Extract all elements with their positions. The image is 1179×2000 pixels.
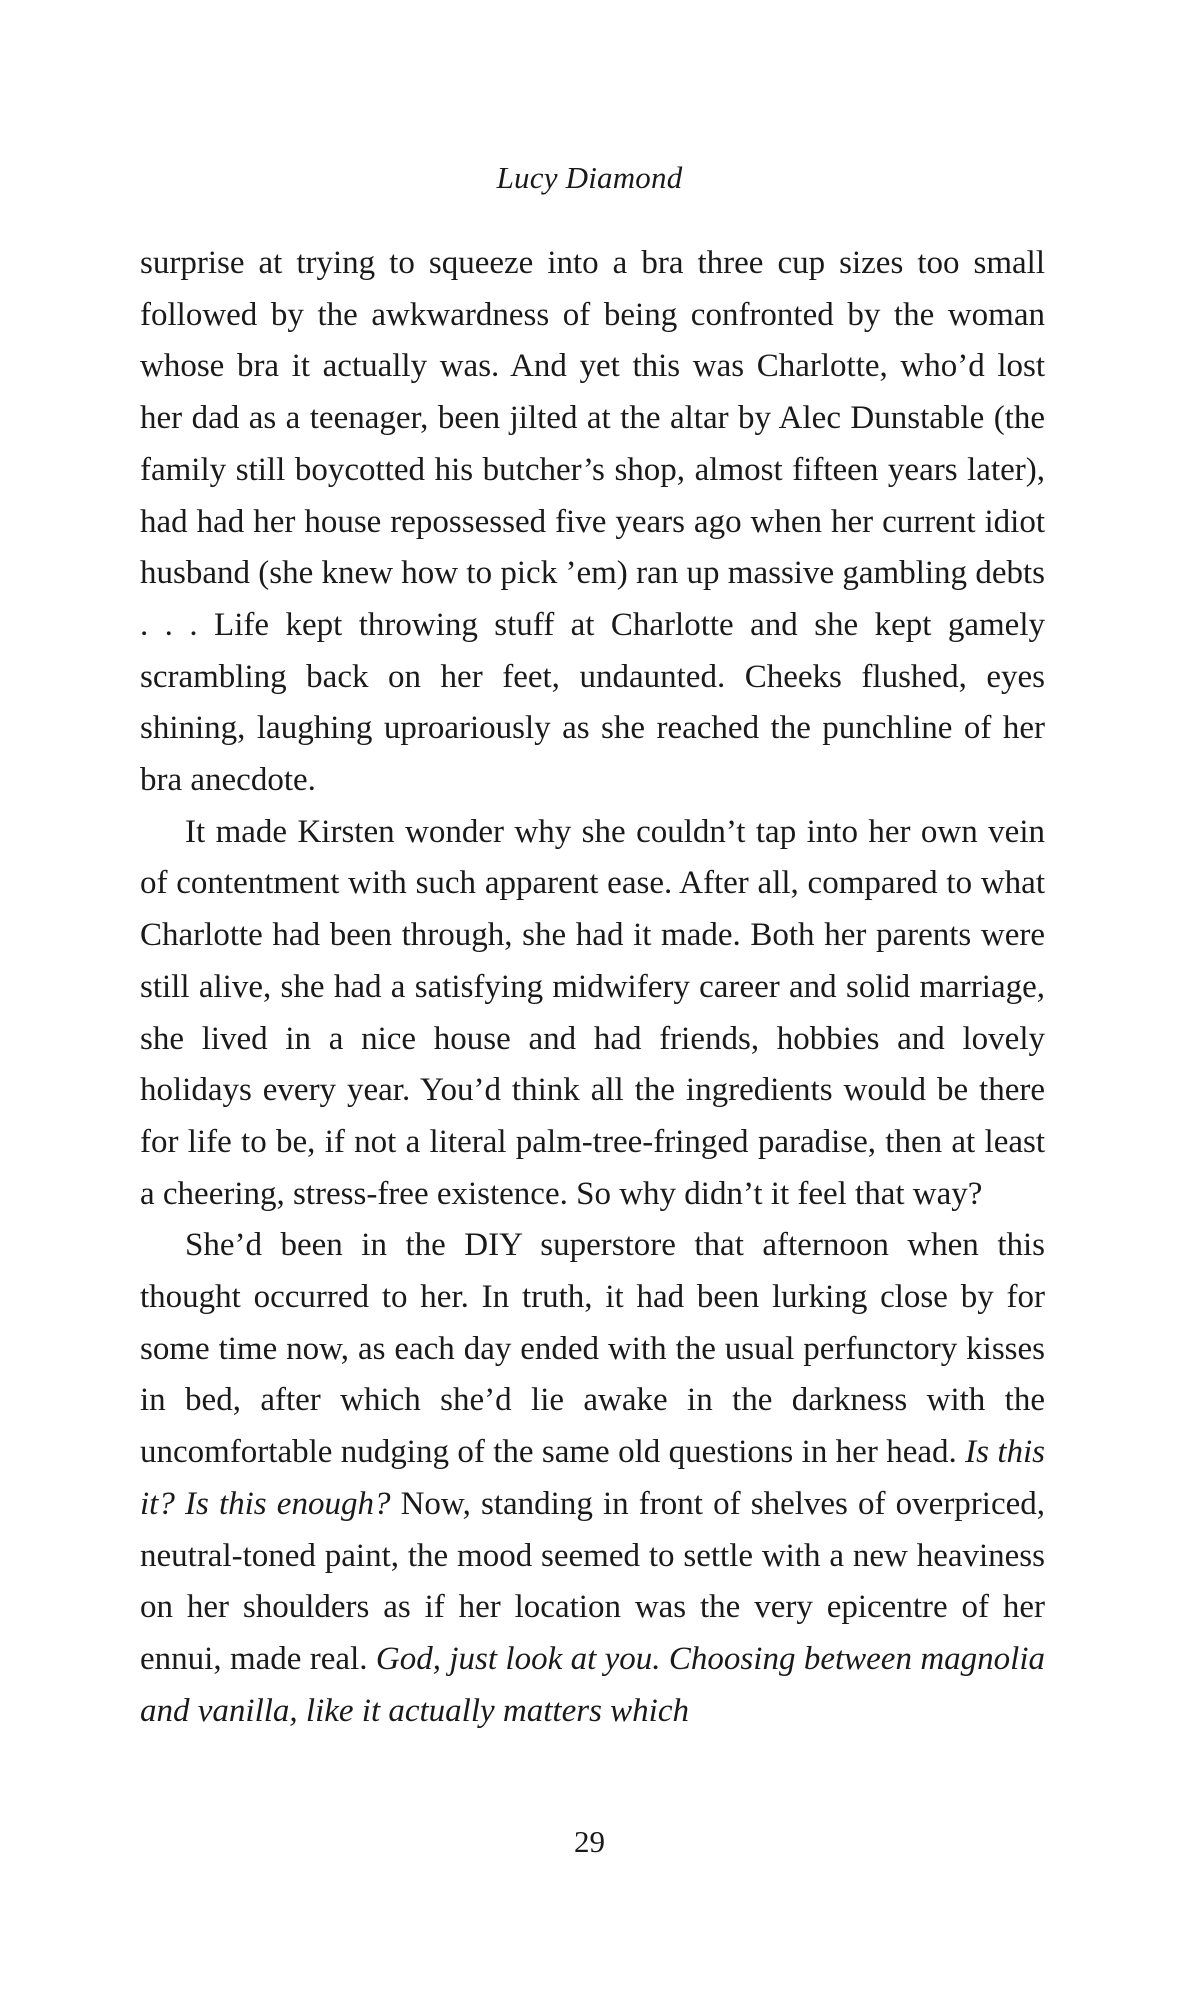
italic-text-run: God, just look at you. Choosing between magnolia and vanilla, like it actually matters which <box>140 1640 1045 1729</box>
text-run: surprise at trying to squeeze into a bra three cup sizes too small followed by the awkwardness of being confronted by the woman whose bra it actually was. And yet this was Charlotte, who’d lost her dad as a teenager, been jilted at the altar by Alec Dunstable (the family still boycotted his butcher’s shop, almost fifteen years later), had had her house repossessed five years ago when her current idiot husband (she knew how to pick ’em) ran up massive gambling debts . . . Life kept throwing stuff at Charlotte and she kept gamely scrambling back on her feet, undaunted. Cheeks flushed, eyes shining, laughing uproariously as she reached the punchline of her bra anecdote. <box>140 245 1045 799</box>
paragraph <box>140 1220 1045 1737</box>
paragraph <box>140 238 1045 807</box>
paragraph <box>140 807 1045 1221</box>
running-head: Lucy Diamond <box>496 160 683 195</box>
page-number: 29 <box>574 1824 605 1859</box>
italic-text-run: Is this it? Is this enough? <box>140 1434 1046 1522</box>
body-text <box>140 238 1045 1737</box>
text-run: It made Kirsten wonder why she couldn’t tap into her own vein of contentment with such apparent ease. After all, compared to what Charlotte had been through, she had it made. Both her parents were still alive, she had a satisfying midwifery career and solid marriage, she lived in a nice house and had friends, hobbies and lovely holidays every year. You’d think all the ingredients would be there for life to be, if not a literal palm-tree-fringed paradise, then at least a cheering, stress-free existence. So why didn’t it feel that way? <box>140 813 1045 1212</box>
text-run: Now, standing in front of shelves of overpriced, neutral-toned paint, the mood seemed to settle with a new heaviness on her shoulders as if her location was the very epicentre of her ennui, made real. <box>140 1485 1046 1677</box>
text-run: She’d been in the DIY superstore that afternoon when this thought occurred to her. In truth, it had been lurking close by for some time now, as each day ended with the usual perfunctory kisses in bed, after which she’d lie awake in the darkness with the uncomfortable nudging of the same old questions in her head. <box>140 1227 1045 1471</box>
